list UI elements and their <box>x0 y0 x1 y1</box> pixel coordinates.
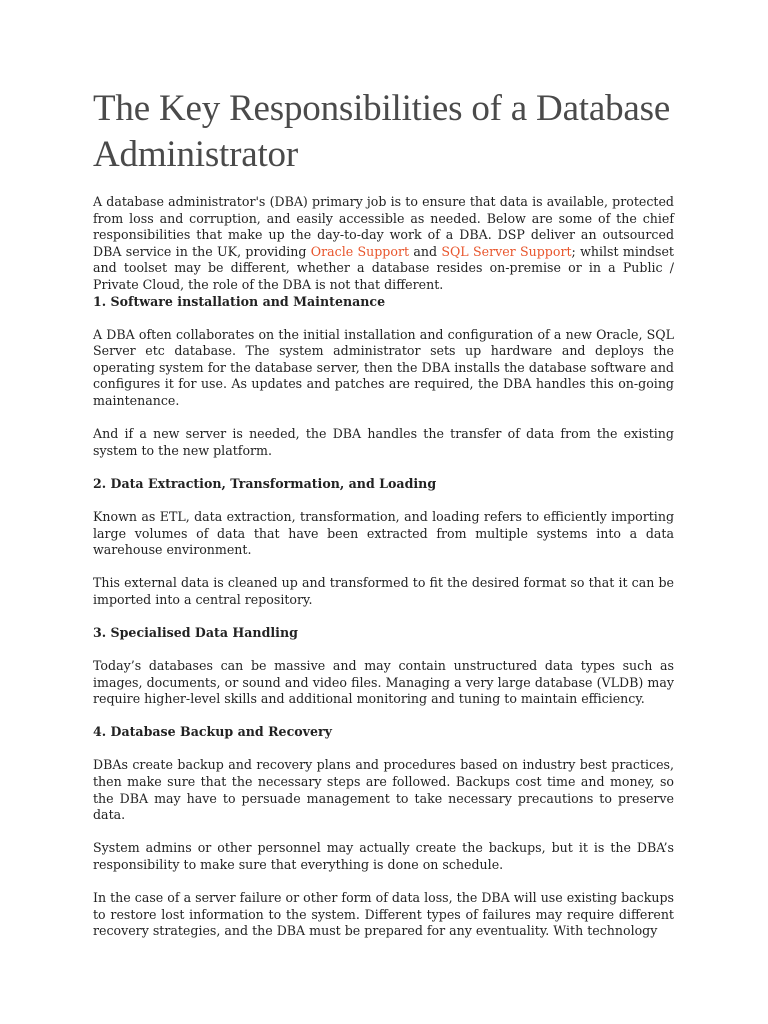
section-paragraph: Today’s databases can be massive and may contain unstructured data types such as images, documents, or sound and video files. Managing a very large database (VLDB) may require higher-level skills and additional monitoring and tuning to maintain efficiency. <box>93 657 674 707</box>
sql-server-support-link[interactable]: SQL Server Support <box>441 243 572 259</box>
intro-text-end: ; whilst mindset and toolset may be different, whether a database resides on-premise or in a Public / Private Cloud, the role of the DBA is not that different. <box>93 243 674 292</box>
section-paragraph: A DBA often collaborates on the initial installation and configuration of a new Oracle, SQL Server etc database. The system administrator sets up hardware and deploys the operating system for the database server, then the DBA installs the database software and configures it for use. As updates and patches are required, the DBA handles this on-going maintenance. <box>93 326 674 409</box>
section-paragraph: In the case of a server failure or other form of data loss, the DBA will use existing backups to restore lost information to the system. Different types of failures may require different recovery strategies, and the DBA must be prepared for any eventuality. With technology <box>93 889 674 939</box>
intro-text-middle: and <box>409 243 442 259</box>
section-paragraph: DBAs create backup and recovery plans and procedures based on industry best practices, then make sure that the necessary steps are followed. Backups cost time and money, so the DBA may have to persuade management to take necessary precautions to preserve data. <box>93 757 674 823</box>
section-heading: 2. Data Extraction, Transformation, and Loading <box>93 475 437 491</box>
intro-paragraph <box>93 194 674 294</box>
section-paragraph: This external data is cleaned up and transformed to fit the desired format so that it can be imported into a central repository. <box>93 575 674 607</box>
section-paragraph: Known as ETL, data extraction, transformation, and loading refers to efficiently importing large volumes of data that have been extracted from multiple systems into a data warehouse environment. <box>93 508 674 558</box>
oracle-support-link[interactable]: Oracle Support <box>310 243 410 259</box>
section-paragraph: System admins or other personnel may actually create the backups, but it is the DBA’s responsibility to make sure that everything is done on schedule. <box>93 840 674 872</box>
section-heading: 1. Software installation and Maintenance <box>93 293 386 309</box>
section-heading: 3. Specialised Data Handling <box>93 624 298 640</box>
document-title: The Key Responsibilities of a Database Administrator <box>93 88 671 175</box>
section-paragraph: And if a new server is needed, the DBA handles the transfer of data from the existing system to the new platform. <box>93 426 674 458</box>
intro-text-start: A database administrator's (DBA) primary job is to ensure that data is available, protected from loss and corruption, and easily accessible as needed. Below are some of the chief responsibilities that make up the day-to-day work of a DBA. DSP deliver an outsourced DBA service in the UK, providing <box>93 194 674 259</box>
section-heading: 4. Database Backup and Recovery <box>93 724 332 740</box>
